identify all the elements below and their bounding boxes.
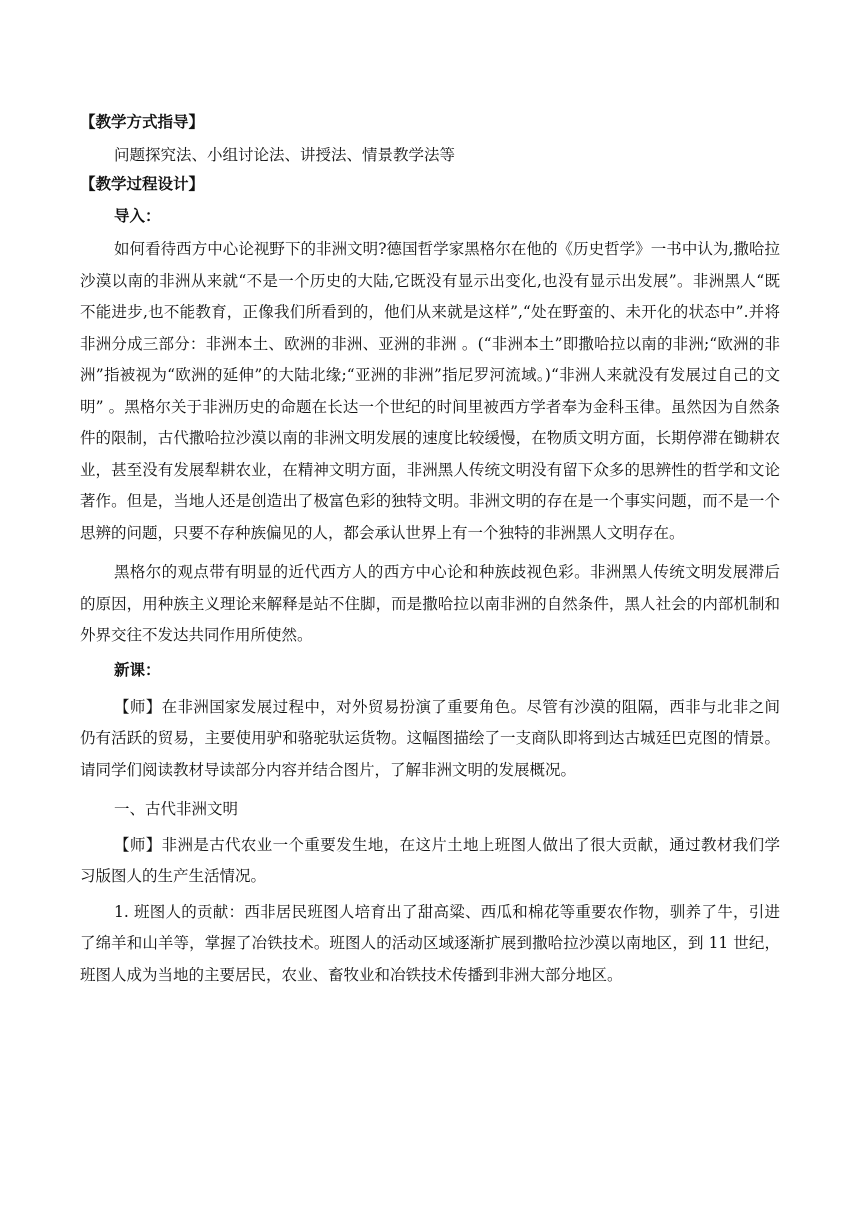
methods-text: 问题探究法、小组讨论法、讲授法、情景教学法等 xyxy=(114,146,456,164)
new-lesson-heading: 新课： xyxy=(114,660,161,679)
part1-paragraph-1: 【师】非洲是古代农业一个重要发生地，在这片土地上班图人做出了很大贡献，通过教材我们学习版图人的生产生活情况。 xyxy=(80,835,780,885)
intro-heading: 导入： xyxy=(114,207,161,225)
new-lesson-paragraph: 【师】在非洲国家发展过程中，对外贸易扮演了重要角色。尽管有沙漠的阻隔，西非与北非之间仍有活跃的贸易，主要使用驴和骆驼驮运货物。这幅图描绘了一支商队即将到达古城廷巴克图的情景。请同学们阅读教材导读部分内容并结合图片，了解非洲文明的发展概况。 xyxy=(80,697,780,779)
part1-paragraph-2: 1. 班图人的贡献：西非居民班图人培育出了甜高粱、西瓜和棉花等重要农作物，驯养了牛，引进了绵羊和山羊等，掌握了冶铁技术。班图人的活动区域逐渐扩展到撒哈拉沙漠以南地区，到 11 世纪，班图人成为当地的主要居民，农业、畜牧业和冶铁技术传播到非洲大部分地区。 xyxy=(80,902,780,984)
document-body xyxy=(80,108,780,991)
intro-paragraph-2: 黑格尔的观点带有明显的近代西方人的西方中心论和种族歧视色彩。非洲黑人传统文明发展滞后的原因，用种族主义理论来解释是站不住脚，而是撒哈拉以南非洲的自然条件，黑人社会的内部机制和外界交往不发达共同作用所使然。 xyxy=(80,563,780,644)
intro-paragraph-1: 如何看待西方中心论视野下的非洲文明?德国哲学家黑格尔在他的《历史哲学》一书中认为,撒哈拉沙漠以南的非洲从来就“不是一个历史的大陆,它既没有显示出变化,也没有显示出发展”。非洲黑人“既不能进步,也不能教育，正像我们所看到的，他们从来就是这样”,“处在野蛮的、未开化的状态中”.并将非洲分成三部分：非洲本土、欧洲的非洲、亚洲的非洲 。(“非洲本土”即撒哈拉以南的非洲;“欧洲的非洲”指被视为“欧洲的延伸”的大陆北缘;“亚洲的非洲”指尼罗河流域。)“非洲人来就没有发展过自己的文明” 。黑格尔关于非洲历史的命题在长达一个世纪的时间里被西方学者奉为金科玉律。虽然因为自然条件的限制，古代撒哈拉沙漠以南的非洲文明发展的速度比较缓慢，在物质文明方面，长期停滞在锄耕农业，甚至没有发展犁耕农业，在精神文明方面，非洲黑人传统文明没有留下众多的思辨性的哲学和文论著作。但是，当地人还是创造出了极富色彩的独特文明。非洲文明的存在是一个事实问题，而不是一个思辨的问题，只要不存种族偏见的人，都会承认世界上有一个独特的非洲黑人文明存在。 xyxy=(80,240,780,542)
methods-heading: 【教学方式指导】 xyxy=(80,113,205,131)
process-heading: 【教学过程设计】 xyxy=(80,175,205,193)
part1-title: 一、古代非洲文明 xyxy=(114,800,239,818)
